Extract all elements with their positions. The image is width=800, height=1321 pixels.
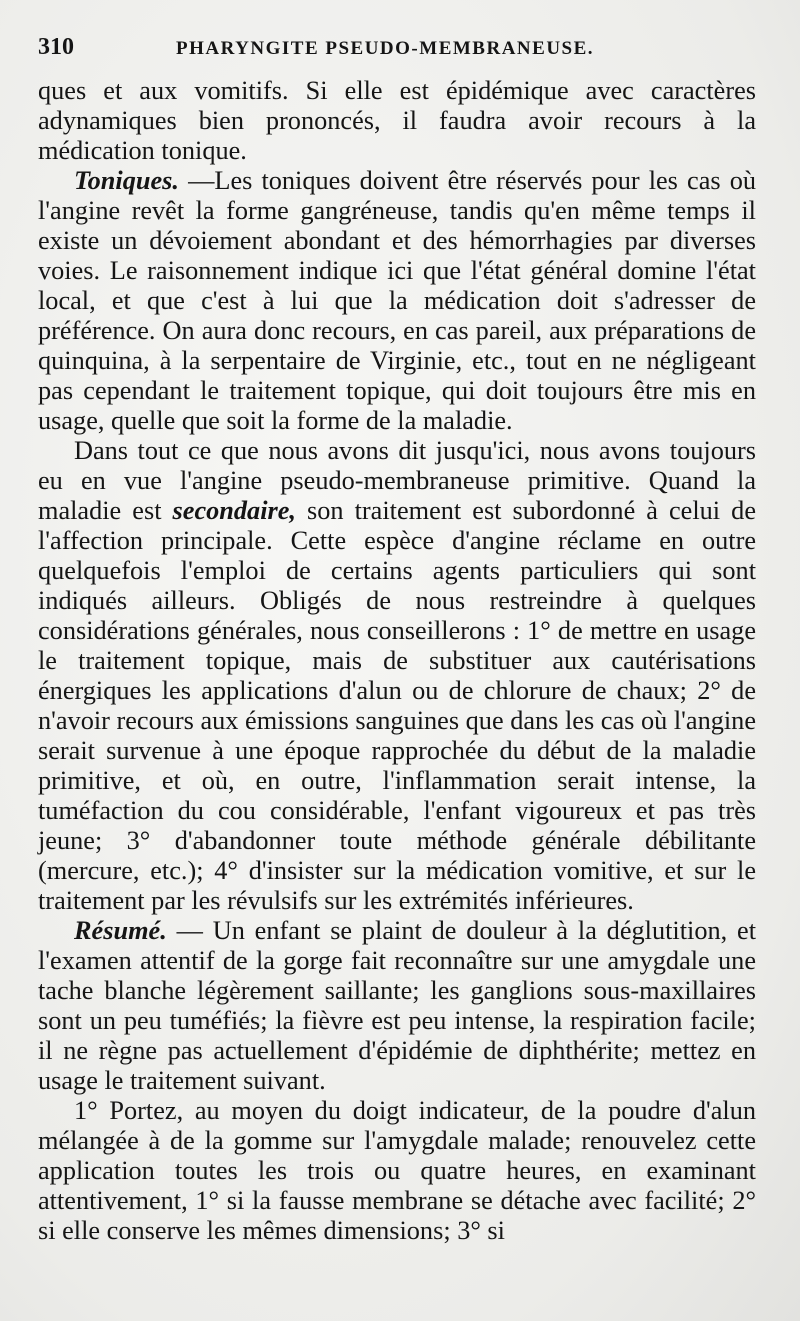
- paragraph-text: — Un enfant se plaint de douleur à la déglutition, et l'examen attentif de la gorge fait reconnaître sur une amygdale une tache blanche légèrement saillante; les ganglions sous-maxillaires sont un peu tuméfiés; la fièvre est peu intense, la respiration facile; il ne règne pas actuellement d'épidémie de diphthérite; mettez en usage le traitement suivant.: [38, 916, 756, 1095]
- paragraph-text: —Les toniques doivent être réservés pour les cas où l'angine revêt la forme gangréneuse, tandis qu'en même temps il existe un dévoiement abondant et des hémorrhagies par diverses voies. Le raisonnement indique ici que l'état général domine l'état local, et que c'est à lui que la médication doit s'adresser de préférence. On aura donc recours, en cas pareil, aux préparations de quinquina, à la serpentaire de Virginie, etc., tout en ne négligeant pas cependant le traitement topique, qui doit toujours être mis en usage, quelle que soit la forme de la maladie.: [38, 166, 756, 435]
- paragraph-treatment-step-1: 1° Portez, au moyen du doigt indicateur, de la poudre d'alun mélangée à de la gomme sur l'amygdale malade; renouvelez cette application toutes les trois ou quatre heures, en examinant attentivement, 1° si la fausse membrane se détache avec facilité; 2° si elle conserve les mêmes dimensions; 3° si: [38, 1096, 756, 1245]
- running-head: [38, 34, 756, 70]
- run-in-heading-resume: Résumé.: [74, 916, 167, 945]
- paragraph-toniques: [38, 166, 756, 436]
- paragraph-text: son traitement est subordonné à celui de l'affection principale. Cette espèce d'angine réclame en outre quelquefois l'emploi de certains agents particuliers qui sont indiqués ailleurs. Obligés de nous restreindre à quelques considérations générales, nous conseillerons : 1° de mettre en usage le traitement topique, mais de substituer aux cautérisations énergiques les applications d'alun ou de chlorure de chaux; 2° de n'avoir recours aux émissions sanguines que dans les cas où l'angine serait survenue à une époque rapprochée du début de la maladie primitive, et où, en outre, l'inflammation serait intense, la tuméfaction du cou considérable, l'enfant vigoureux et pas très jeune; 3° d'abandonner toute méthode générale débilitante (mercure, etc.); 4° d'insister sur la médication vomitive, et sur le traitement par les révulsifs sur les extrémités inférieures.: [38, 496, 756, 915]
- body-text: [38, 76, 756, 1246]
- paragraph-resume: [38, 916, 756, 1096]
- run-in-heading-toniques: Toniques.: [74, 166, 179, 195]
- emphasized-word: secondaire,: [172, 496, 296, 525]
- paragraph-continuation: ques et aux vomitifs. Si elle est épidémique avec caractères adynamiques bien prononcés, il faudra avoir recours à la médication tonique.: [38, 76, 756, 165]
- paragraph-secondary-angina: [38, 436, 756, 916]
- page-number: 310: [38, 34, 74, 60]
- running-title: PHARYNGITE PSEUDO-MEMBRANEUSE.: [176, 38, 595, 59]
- paragraph-text: Dans tout ce que nous avons dit jusqu'ici, nous avons toujours eu en vue l'angine pseudo-membraneuse primitive. Quand la maladie est: [38, 436, 756, 525]
